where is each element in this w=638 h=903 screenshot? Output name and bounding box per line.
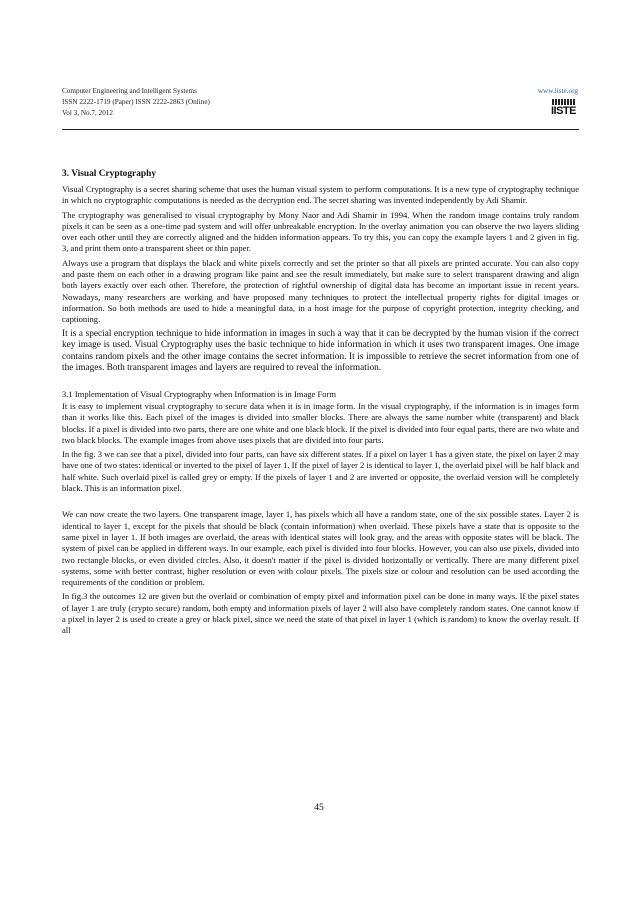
journal-name: Computer Engineering and Intelligent Systems bbox=[62, 87, 197, 95]
paragraph: It is a special encryption technique to hide information in images in such a way that it can be decrypted by the human vision if the correct key image is used. Visual Cryptography uses the basic technique to hide information in which it uses two transparent images. One image contains random pixels and the other image contains the secret information. It is impossible to retrieve the secret information from one of the images. Both transparent images and layers are required to reveal the information. bbox=[62, 328, 579, 374]
section-title: 3. Visual Cryptography bbox=[62, 169, 157, 179]
journal-volume: Vol 3, No.7, 2012 bbox=[62, 109, 113, 117]
journal-website-link[interactable]: www.iiste.org bbox=[537, 87, 578, 95]
subsection-title: 3.1 Implementation of Visual Cryptography when Information is in Image Form bbox=[62, 388, 336, 399]
page-number: 45 bbox=[314, 803, 324, 813]
paragraph: In the fig. 3 we can see that a pixel, divided into four parts, can have six different states. If a pixel on layer 1 has a given state, the pixel on layer 2 may have one of two states: identical or inverted to the pixel of layer 1. If the pixel of layer 2 is identical to layer 1, the overlaid pixel will be half black and half white. Such overlaid pixel is called grey or empty. If the pixels of layer 1 and 2 are inverted or opposite, the overlaid version will be completely black. This is an information pixel. bbox=[62, 449, 579, 494]
paragraph: The cryptography was generalised to visual cryptography by Mony Naor and Adi Shamir in 1994. When the random image contains truly random pixels it can be seen as a one-time pad system and will offer unbreakable encryption. In the overlay animation you can observe the two layers sliding over each other until they are correctly aligned and the hidden information appears. To try this, you can copy the example layers 1 and 2 given in fig. 3, and print them onto a transparent sheet or thin paper. bbox=[62, 209, 579, 254]
paragraph: We can now create the two layers. One transparent image, layer 1, has pixels which all have a random state, one of the six possible states. Layer 2 is identical to layer 1, except for the pixels that should be black (contain information) when overlaid. These pixels have a state that is opposite to the same pixel in layer 1. If both images are overlaid, the areas with identical states will look gray, and the areas with opposite states will be black. The system of pixel can be applied in different ways. In our example, each pixel is divided into four blocks. However, you can also use pixels, divided into two rectangle blocks, or even divided circles. Also, it doesn't matter if the pixel is divided horizontally or vertically. There are many different pixel systems, some with better contrast, higher resolution or even with colour pixels. The pixels size or colour and resolution can be used according the requirements of the condition or problem. bbox=[62, 509, 579, 588]
paragraph-gap bbox=[62, 497, 579, 509]
page-header bbox=[62, 86, 578, 130]
journal-info bbox=[62, 86, 210, 119]
journal-issn: ISSN 2222-1719 (Paper) ISSN 2222-2863 (Online) bbox=[62, 98, 210, 106]
article-body bbox=[62, 168, 579, 640]
paragraph: Visual Cryptography is a secret sharing scheme that uses the human visual system to perform computations. It is a new type of cryptography technique in which no cryptographic computations is needed as the decryption end. The secret sharing was invented independently by Adi Shamir. bbox=[62, 184, 579, 206]
header-divider bbox=[62, 129, 579, 130]
paragraph: Always use a program that displays the black and white pixels correctly and set the printer so that all pixels are printed accurate. You can also copy and paste them on each other in a drawing program like paint and see the result immediately, but make sure to select transparent drawing and align both layers exactly over each other. Therefore, the protection of rightful ownership of digital data has become an important issue in recent years. Nowadays, many researchers are working and have proposed many techniques to protect the intellectual property rights for digital images or information. So both methods are used to hide a meaningful data, in a host image for the purpose of copyright protection, integrity checking, and captioning. bbox=[62, 257, 579, 325]
logo-text: IISTE bbox=[550, 105, 576, 117]
paragraph: It is easy to implement visual cryptography to secure data when it is in image form. In the visual cryptography, if the information is in images form than it works like this. Each pixel of the images is divided into smaller blocks. There are always the same number white (transparent) and black blocks. If a pixel is divided into two parts, there are one white and one black block. If the pixel is divided into four equal parts, there are two white and two black blocks. The example images from above uses pixels that are divided into four parts. bbox=[62, 400, 579, 445]
paragraph: In fig.3 the outcomes 12 are given but the overlaid or combination of empty pixel and information pixel can be done in many ways. If the pixel states of layer 1 are truly (crypto secure) random, both empty and information pixels of layer 2 will also have completely random states. One cannot know if a pixel in layer 2 is used to create a grey or black pixel, since we need the state of that pixel in layer 1 (which is random) to know the overlay result. If all bbox=[62, 591, 579, 636]
iiste-logo bbox=[550, 99, 576, 117]
